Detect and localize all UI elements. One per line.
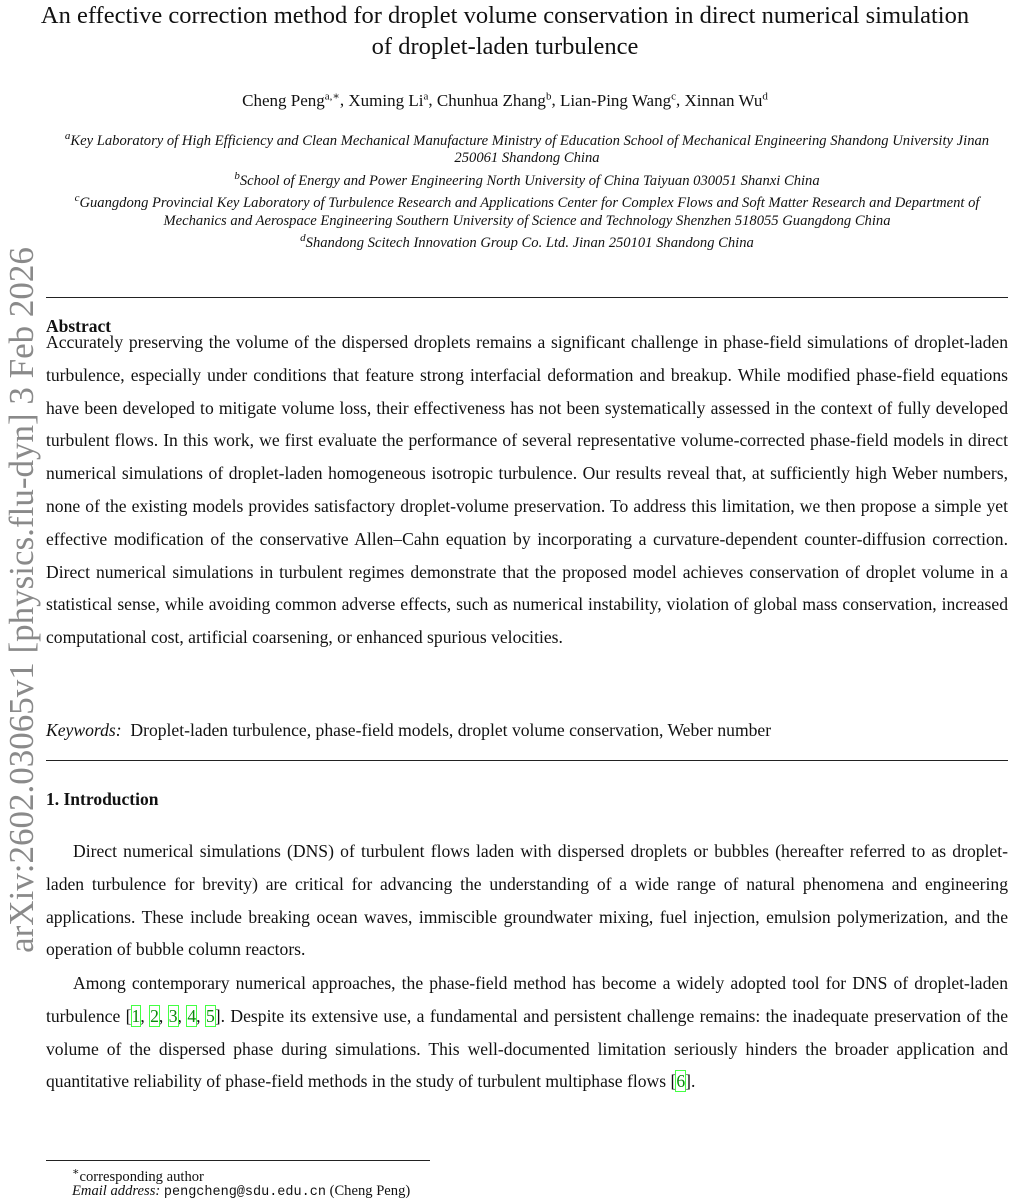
intro-paragraph-2: Among contemporary numerical approaches, the phase-field method has become a widely adopted tool for DNS of droplet-laden turbulence [1, 2, 3, 4, 5]. Despite its extensive use, a fundamental and persistent challenge remains: the inadequate preservation of the volume of the dispersed phase during simulations. This well-documented limitation seriously hinders the broader application and quantitative reliability of phase-field methods in the study of turbulent multiphase flows [6]. [46, 973, 1009, 1092]
author: Cheng Peng$^{a,∗}$ [242, 90, 340, 110]
citation-link[interactable]: 2 [150, 1005, 159, 1026]
divider [46, 297, 1008, 298]
divider [46, 760, 1008, 761]
section-heading-introduction: 1. Introduction [46, 789, 159, 809]
citation-link[interactable]: 5 [205, 1005, 215, 1026]
affiliation: $^d$Shandong Scitech Innovation Group Co. Ltd. Jinan 250101 Shandong China [300, 232, 754, 251]
affiliation: $^a$Key Laboratory of High Efficiency and Clean Mechanical Manufacture Ministry of Education School of Mechanical Engineering Shandong University Jinan 250061 Shandong China [64, 130, 990, 167]
author: Xinnan Wu$^d$ [684, 90, 768, 110]
abstract-text: Accurately preserving the volume of the dispersed droplets remains a significant challenge in phase-field simulations of droplet-laden turbulence, especially under conditions that feature strong interfacial deformation and breakup. While modified phase-field equations have been developed to mitigate volume loss, their effectiveness has not been systematically assessed in the context of fully developed turbulent flows. In this work, we first evaluate the performance of several representative volume-corrected phase-field models in direct numerical simulations of droplet-laden homogeneous isotropic turbulence. Our results reveal that, at sufficiently high Weber numbers, none of the existing models provides satisfactory droplet-volume preservation. To address this limitation, we then propose a simple yet effective modification of the conservative Allen–Cahn equation by incorporating a curvature-dependent counter-diffusion correction. Direct numerical simulations in turbulent regimes demonstrate that the proposed model achieves conservation of droplet volume in a statistical sense, while avoiding common adverse effects, such as numerical instability, violation of global mass conservation, increased computational cost, artificial coarsening, or enhanced spurious velocities. [46, 332, 1008, 648]
author: Lian-Ping Wang$^c$ [559, 90, 676, 110]
keywords: Keywords: Droplet-laden turbulence, phase-field models, droplet volume conservation, Weber number [46, 720, 772, 740]
citation-link[interactable]: 3 [168, 1005, 178, 1026]
affiliation: $^c$Guangdong Provincial Key Laboratory of Turbulence Research and Applications Center for Complex Flows and Soft Matter Research and Department of Mechanics and Aerospace Engineering Southern University of Science and Technology Shenzhen 518055 Guangdong China [74, 192, 980, 229]
footnote-email: Email address: pengcheng@sdu.edu.cn (Cheng Peng) [72, 1183, 411, 1200]
email-link[interactable]: pengcheng@sdu.edu.cn [163, 1185, 326, 1200]
author-list: Cheng Peng$^{a,∗}$, Xuming Li$^a$, Chunhua Zhang$^b$, Lian-Ping Wang$^c$, Xinnan Wu$^d$ [242, 90, 768, 110]
citation-link[interactable]: 1 [131, 1005, 141, 1026]
intro-paragraph-1: Direct numerical simulations (DNS) of turbulent flows laden with dispersed droplets or bubbles (hereafter referred to as droplet-laden turbulence for brevity) are critical for advancing the understanding of a wide range of natural phenomena and engineering applications. These include breaking ocean waves, immiscible groundwater mixing, fuel injection, emulsion polymerization, and the operation of bubble column reactors. [46, 841, 1008, 960]
abstract-heading: Abstract [46, 316, 112, 336]
citation-link[interactable]: 6 [676, 1071, 686, 1092]
author: Chunhua Zhang$^b$ [436, 90, 552, 110]
citation-link[interactable]: 4 [187, 1005, 197, 1026]
footnote-rule [46, 1160, 430, 1161]
paper-title: An effective correction method for droplet volume conservation in direct numerical simulation of droplet-laden turbulence [40, 2, 970, 60]
author: Xuming Li$^a$ [348, 90, 429, 110]
footnote-corresponding: ∗corresponding author [72, 1166, 204, 1185]
affiliation: $^b$School of Energy and Power Engineering North University of China Taiyuan 030051 Shanxi China [234, 169, 820, 189]
affiliations [46, 128, 1008, 252]
arxiv-sidebar-stamp: arXiv:2602.03065v1 [physics.flu-dyn] 3 Feb 2026 [2, 247, 41, 953]
